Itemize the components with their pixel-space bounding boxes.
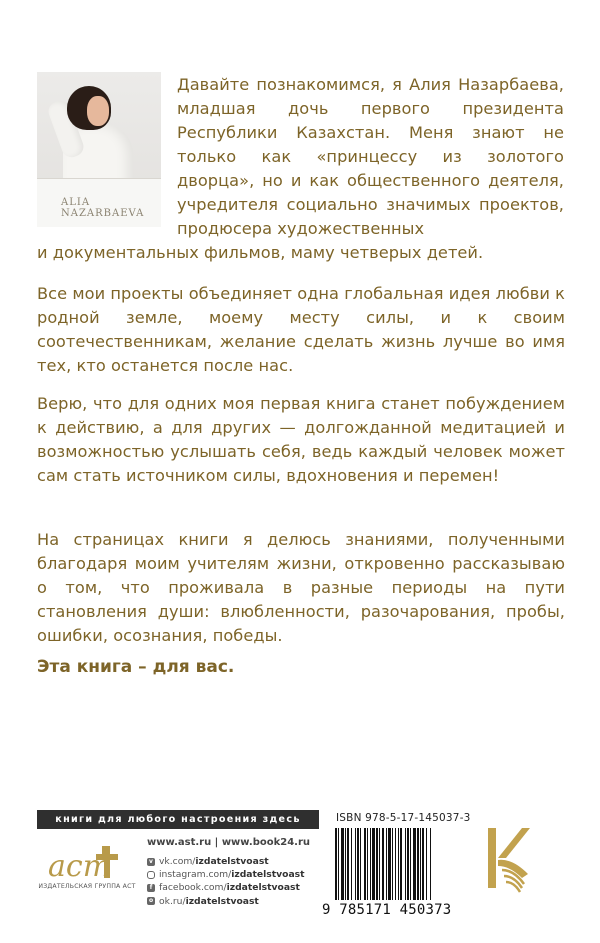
publisher-book-logo-icon (482, 824, 536, 896)
paragraph-intro: Давайте познакомимся, я Алия Назарбаева, младшая дочь первого президента Республики Казахстан. Меня знают не только как «принцессу из золотого дворца», но и как общественного деятеля, учредителя социально значимых проектов, продюсера художественных (177, 75, 564, 238)
facebook-icon: f (147, 884, 155, 892)
social-links (147, 855, 305, 908)
social-link-instagram[interactable]: instagram.com/ izdatelstvoast (147, 868, 305, 881)
paragraph-intro-continued: и документальных фильмов, маму четверых детей. (37, 243, 484, 262)
photo-caption: ALIA NAZARBAEVA (61, 197, 145, 219)
social-link-vk[interactable]: v vk.com/ izdatelstvoast (147, 855, 305, 868)
social-link-ok[interactable]: o ok.ru/ izdatelstvoast (148, 895, 259, 907)
author-photo (37, 72, 161, 227)
instagram-icon (147, 871, 155, 879)
isbn-label: ISBN 978-5-17-145037-3 (336, 812, 471, 824)
ast-logo-lettering: аст (48, 849, 112, 884)
paragraph-projects: Все мои проекты объединяет одна глобальная идея любви к родной земле, моему месту силы, и к своим соотечественникам, желание сделать жизнь лучше во имя тех, кто останется после нас. (37, 284, 565, 375)
paragraph-pages: На страницах книги я делюсь знаниями, полученными благодаря моим учителям жизни, откровенно рассказываю о том, что проживала в разные периоды на пути становления души: влюбленности, разочарования, пробы, ошибки, осознания, победы. (37, 530, 565, 645)
paragraph-belief: Верю, что для одних моя первая книга станет побуждением к действию, а для других — долгожданной медитацией и возможностью услышать себя, ведь каждый человек может сам стать источником силы, вдохновения и перемен! (37, 394, 565, 485)
barcode-number: 9 785171 450373 (322, 902, 452, 918)
publisher-sites[interactable]: www.ast.ru | www.book24.ru (147, 837, 311, 848)
photo-figure-face (87, 96, 109, 126)
ok-icon: o (148, 897, 154, 905)
social-link-facebook[interactable]: f facebook.com/ izdatelstvoast (147, 881, 305, 894)
footer-banner: книги для любого настроения здесь (37, 810, 319, 829)
photo-name-card (37, 178, 161, 227)
vk-icon: v (147, 858, 155, 866)
tagline: Эта книга – для вас. (37, 657, 235, 677)
publisher-name: ИЗДАТЕЛЬСКАЯ ГРУППА АСТ (38, 883, 136, 890)
